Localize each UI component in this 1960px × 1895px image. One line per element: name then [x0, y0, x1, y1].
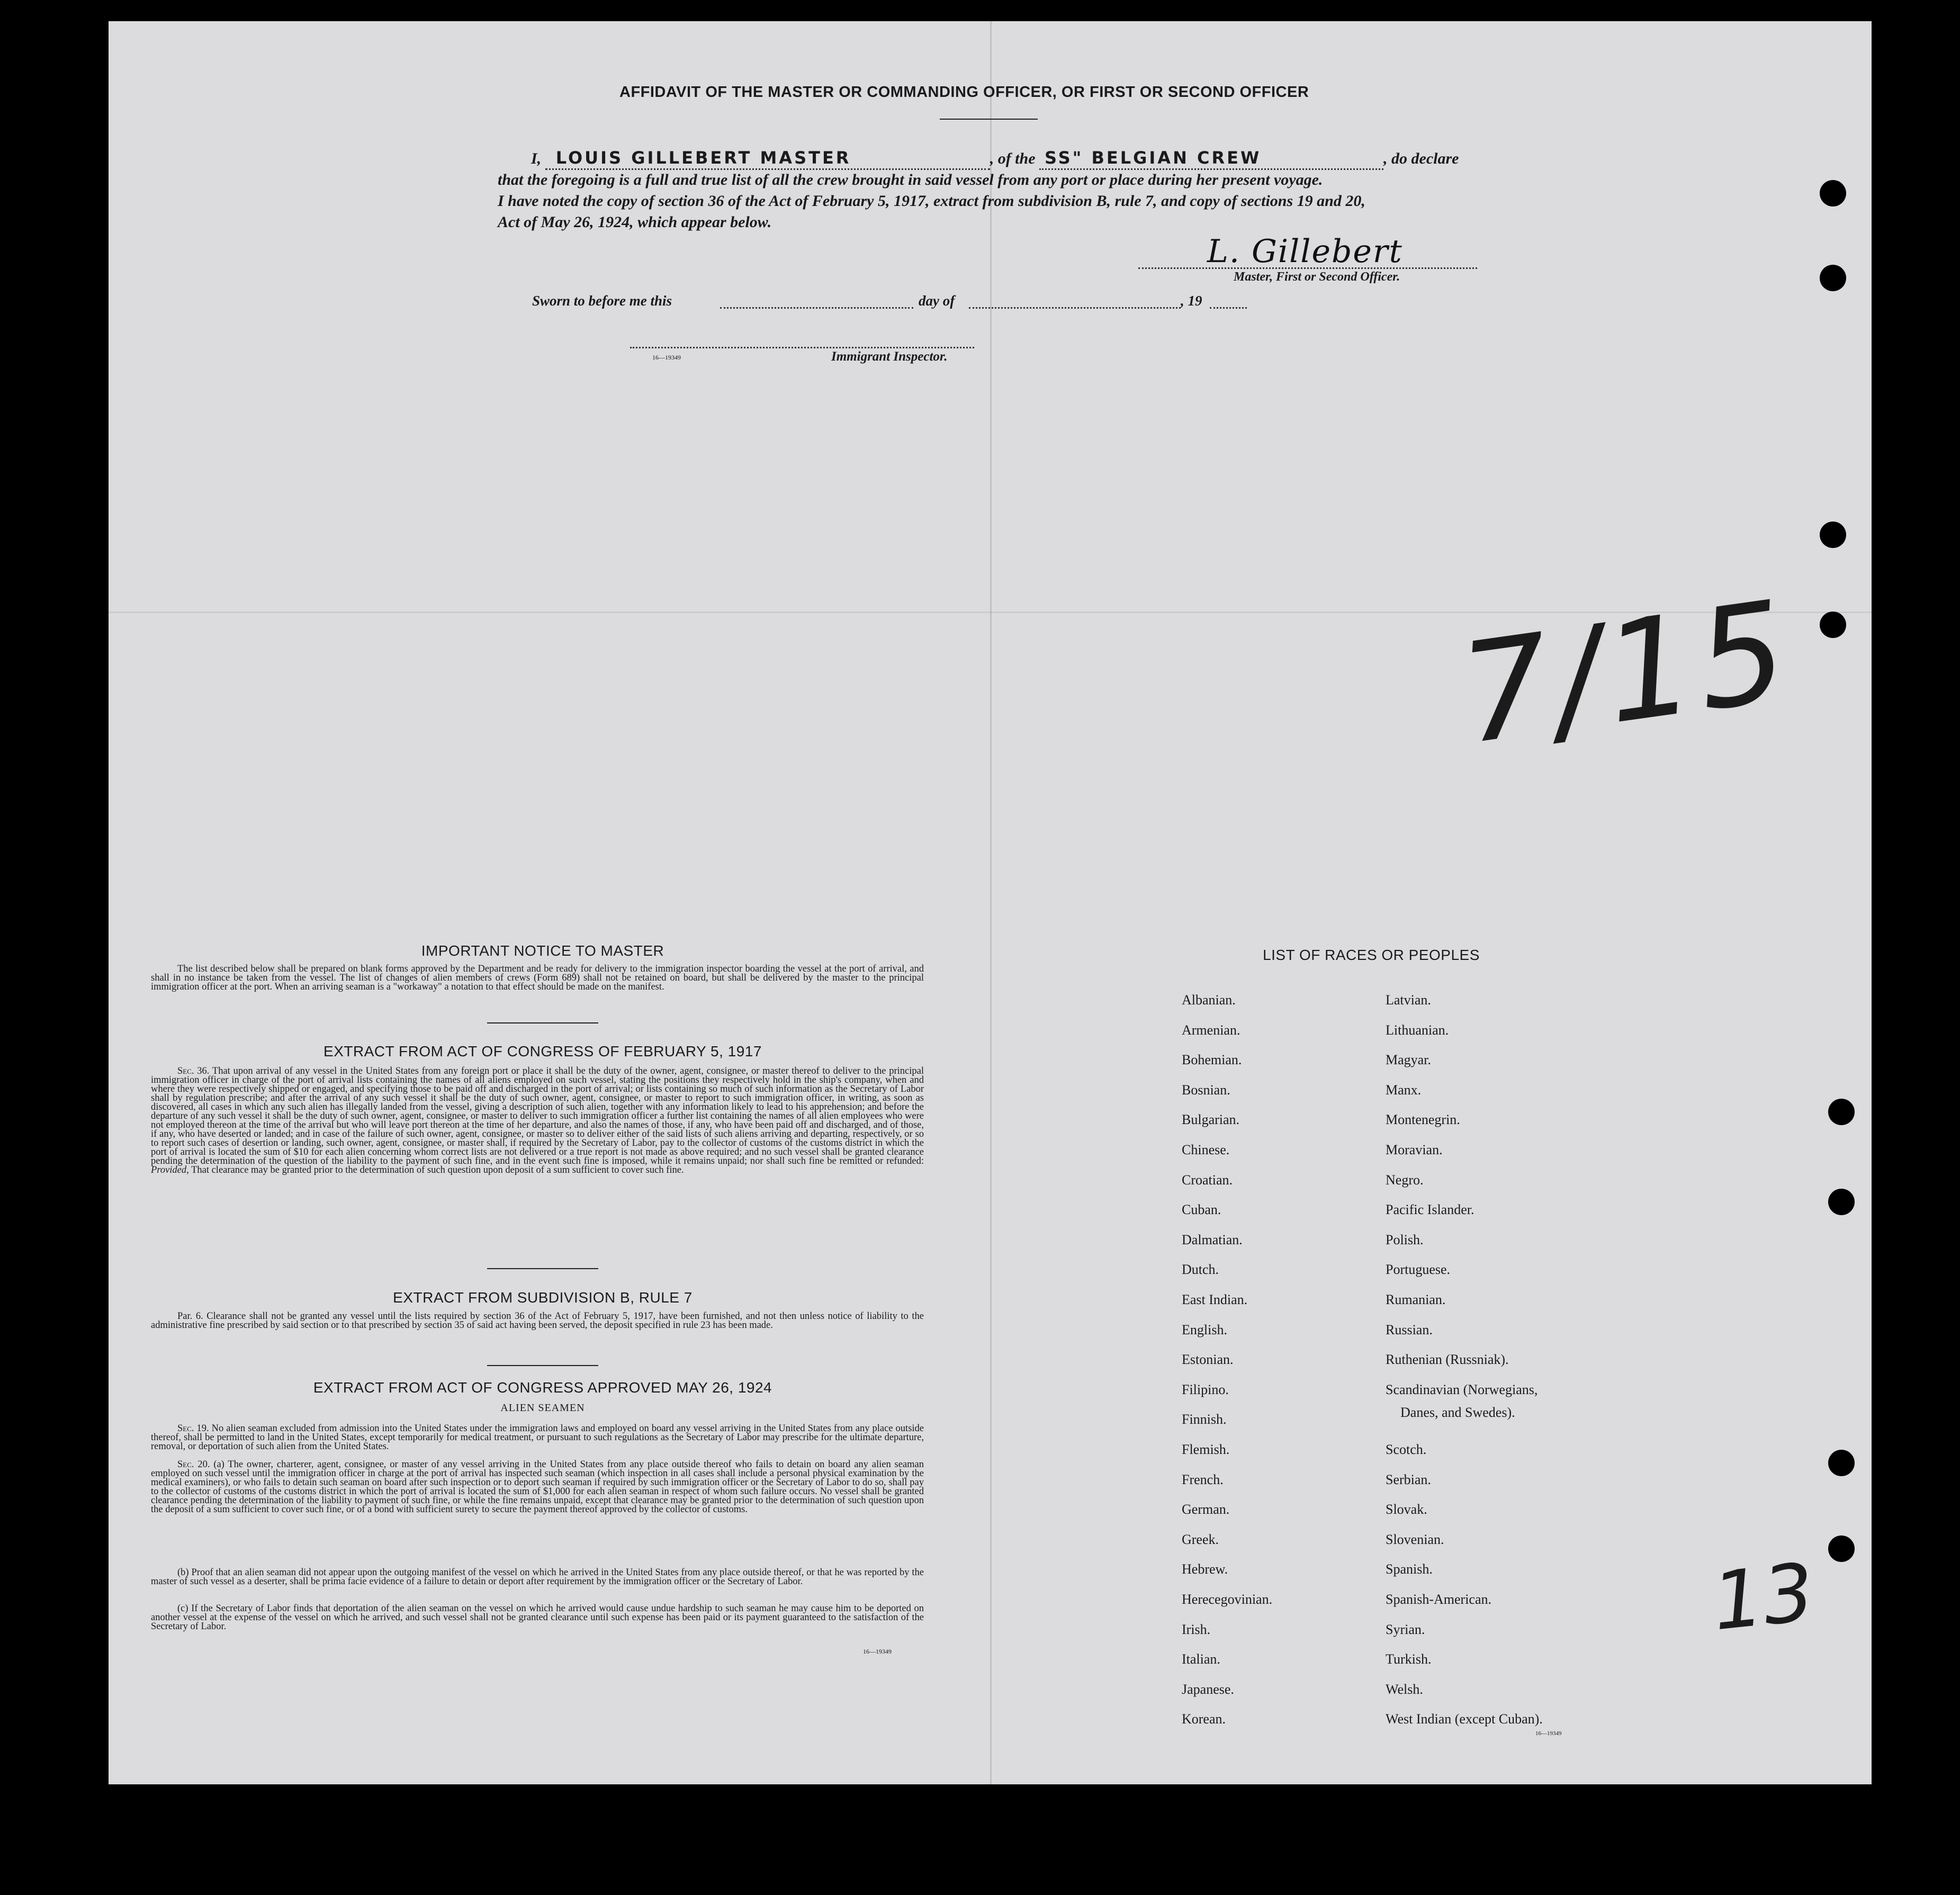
race-item: Estonian.	[1182, 1352, 1234, 1368]
handwritten-mark-small: 13	[1708, 1546, 1819, 1649]
race-item: Pacific Islander.	[1386, 1202, 1475, 1218]
race-item: Portuguese.	[1386, 1262, 1451, 1278]
race-item: Rumanian.	[1386, 1292, 1446, 1307]
divider	[487, 1268, 598, 1269]
extract-1917-title: EXTRACT FROM ACT OF CONGRESS OF FEBRUARY 5, 1917	[323, 1043, 762, 1059]
race-item: West Indian (except Cuban).	[1386, 1711, 1543, 1727]
race-item: Chinese.	[1182, 1142, 1230, 1157]
extract-1924-sec20c: (c) If the Secretary of Labor finds that deportation of the alien seaman on the vessel on which he arrived would cause undue hardship to such seaman he may cause him to be deported on another vessel at the expense of the vessel on which he arrived, and such vessel shall not be granted clearance until such expense has been paid or its payment guaranteed to the satisfaction of the Secretary of Labor.	[151, 1603, 924, 1632]
race-item: Finnish.	[1182, 1412, 1227, 1427]
race-item: Negro.	[1386, 1172, 1424, 1188]
race-item: Herecegovinian.	[1182, 1592, 1273, 1607]
race-item: Dutch.	[1182, 1262, 1219, 1278]
race-item: Spanish.	[1386, 1561, 1433, 1577]
race-item: Croatian.	[1182, 1172, 1233, 1188]
race-item: English.	[1182, 1322, 1227, 1337]
notice-body: The list described below shall be prepared on blank forms approved by the Department and be ready for delivery to the immigration inspector boarding the vessel at the port of arrival, and shall in no instance be taken from the vessel. The list of changes of alien members of crews (Form 689) shall not be retained on board, but shall be delivered by the master to the principal immigration officer at the port. When an arriving seaman is a "workaway" a notation to that effect should be made on the manifest.	[151, 964, 924, 992]
sec20a-text: (a) The owner, charterer, agent, consignee, or master of any vessel arriving in the United States from any place outside thereof who fails to detain on board any alien seaman employed on such vessel until the immigration officer in charge at the port of arrival has inspected such seaman (which inspection in all cases shall include a personal physical examination by the medical examiners), or who fails to detain such seaman on board after such inspection or to deport such seaman if required by such immigration officer or the Secretary of Labor to do so, shall pay to the collector of customs of the customs district in which the port of arrival is located the sum of $1,000 for each alien seaman in respect of whom such failure occurs. No vessel shall be granted clearance pending the determination of the liability to payment of such fine, or while the fine remains unpaid, except that clearance may be granted prior to the determination of such question upon the deposit of a sum sufficient to cover such fine, or of a bond with sufficient surety to secure the payment thereof approved by the collector of customs.	[151, 1459, 924, 1515]
race-item: Manx.	[1386, 1082, 1422, 1098]
race-item: Syrian.	[1386, 1621, 1425, 1637]
race-item: Irish.	[1182, 1621, 1211, 1637]
races-title: LIST OF RACES OR PEOPLES	[1263, 947, 1480, 963]
sworn-year-line	[1210, 307, 1247, 309]
race-item: Armenian.	[1182, 1022, 1240, 1038]
affidavit-line1	[531, 147, 1484, 170]
fold-crease-vertical	[990, 21, 992, 1784]
extract-1917-body	[151, 1067, 924, 1175]
extract-1924-sec19	[151, 1424, 924, 1451]
extract-1924-title: EXTRACT FROM ACT OF CONGRESS APPROVED MAY 26, 1924	[313, 1379, 772, 1396]
punch-hole	[1828, 1535, 1855, 1562]
race-item: French.	[1182, 1471, 1224, 1487]
year-prefix: , 19	[1181, 293, 1202, 309]
affidavit-line3: I have noted the copy of section 36 of the Act of February 5, 1917, extract from subdivision B, rule 7, and copy of sections 19 and 20,	[498, 192, 1365, 210]
extract-1924-sec20b: (b) Proof that an alien seaman did not appear upon the outgoing manifest of the vessel on which he arrived in the United States from any place outside thereof, or that he was reported by the master of such vessel as a deserter, shall be prima facie evidence of a failure to detain or deport after requirement by the immigration officer or the Secretary of Labor.	[151, 1567, 924, 1587]
sec20-label: Sec. 20.	[177, 1459, 210, 1470]
punch-hole	[1828, 1189, 1855, 1215]
punch-hole	[1820, 180, 1846, 206]
divider	[940, 119, 1038, 120]
extract-1924-subtitle: ALIEN SEAMEN	[500, 1402, 585, 1414]
race-item: Magyar.	[1386, 1052, 1431, 1068]
sec36-text: That upon arrival of any vessel in the United States from any foreign port or place it shall be the duty of the owner, agent, consignee, or master thereof to deliver to the principal immigration officer in charge of the port of arrival lists containing the names of all aliens employed on such vessel, stating the positions they respectively hold in the ship's company, when and where they were respectively shipped or engaged, and specifying those to be paid off and discharged in the port of arrival; or lists containing so much of such information as the Secretary of Labor shall by regulation prescribe; and after the arrival of any such vessel it shall be the duty of such owner, agent, consignee, or master to report to such immigration officer, in writing, as soon as discovered, all cases in which any such alien has illegally landed from the vessel, giving a description of such alien, together with any information likely to lead to his apprehension; and before the departure of any such vessel it shall be the duty of such owner, agent, consignee, or master to deliver to such immigration officer a further list containing the names of all alien employees who were not employed thereon at the time of the arrival but who will leave port thereon at the time of her departure, and also the names of those, if any, who have been paid off and discharged, and of those, if any, who have deserted or landed; and in case of the failure of such owner, agent, consignee, or master so to deliver either of the said lists of such aliens arriving and departing, respectively, or so to report such cases of desertion or landing, such owner, agent, consignee, or master shall, if required by the Secretary of Labor, pay to the collector of customs of the customs district in which the port of arrival is located the sum of $10 for each alien concerning whom correct lists are not delivered or a true report is not made as above required; and no such vessel shall be granted clearance pending the determination of the question of the liability to the payment of such fine, and in the event such fine is imposed, while it remains unpaid; nor shall such fine be remitted or refunded:	[151, 1066, 924, 1166]
signature-caption: Master, First or Second Officer.	[1234, 270, 1400, 284]
race-item: Turkish.	[1386, 1651, 1432, 1667]
extract-1924-sec20a	[151, 1460, 924, 1514]
inspector-caption: Immigrant Inspector.	[831, 349, 948, 364]
divider	[487, 1022, 598, 1023]
sec36-label: Sec. 36.	[177, 1066, 210, 1076]
race-item: Lithuanian.	[1386, 1022, 1449, 1038]
race-item: Korean.	[1182, 1711, 1226, 1727]
vessel-name: SS" BELGIAN CREW	[1039, 147, 1383, 170]
race-item: Slovenian.	[1386, 1531, 1444, 1547]
race-item: Japanese.	[1182, 1681, 1234, 1697]
race-item: Montenegrin.	[1386, 1112, 1460, 1128]
do-declare: , do declare	[1383, 150, 1459, 167]
sec19-label: Sec. 19.	[177, 1423, 209, 1434]
inspector-signature-line	[630, 347, 974, 348]
race-item: Dalmatian.	[1182, 1232, 1243, 1247]
day-of-text: day of	[919, 293, 955, 309]
race-item: East Indian.	[1182, 1292, 1248, 1307]
race-item: Bohemian.	[1182, 1052, 1242, 1068]
race-item: Cuban.	[1182, 1202, 1221, 1218]
race-item: Filipino.	[1182, 1381, 1229, 1397]
sworn-month-line	[969, 307, 1181, 309]
punch-hole	[1828, 1450, 1855, 1476]
affidavit-line2: that the foregoing is a full and true list of all the crew brought in said vessel from any port or place during her present voyage.	[498, 171, 1323, 188]
race-item: Bulgarian.	[1182, 1112, 1240, 1128]
sec36-tail: That clearance may be granted prior to the determination of such question upon deposit of a sum sufficient to cover such fine.	[191, 1165, 684, 1175]
punch-hole	[1820, 265, 1846, 291]
race-item: Flemish.	[1182, 1442, 1230, 1457]
race-item: Albanian.	[1182, 992, 1236, 1008]
affidavit-line4: Act of May 26, 1924, which appear below.	[498, 213, 772, 231]
race-item: Serbian.	[1386, 1471, 1431, 1487]
race-item: Welsh.	[1386, 1681, 1423, 1697]
sworn-day-line	[720, 307, 913, 309]
sworn-text: Sworn to before me this	[532, 293, 672, 309]
race-item: Latvian.	[1386, 992, 1431, 1008]
race-item: Scotch.	[1386, 1442, 1427, 1457]
race-item: Italian.	[1182, 1651, 1220, 1667]
punch-hole	[1820, 522, 1846, 548]
race-item: Slovak.	[1386, 1502, 1427, 1517]
race-item: Greek.	[1182, 1531, 1219, 1547]
of-the: , of the	[990, 150, 1036, 167]
affidavit-title: AFFIDAVIT OF THE MASTER OR COMMANDING OFFICER, OR FIRST OR SECOND OFFICER	[619, 84, 1309, 101]
race-item: Danes, and Swedes).	[1400, 1405, 1515, 1420]
signature: L. Gillebert	[1207, 233, 1403, 270]
race-item: Hebrew.	[1182, 1561, 1228, 1577]
affidavit-form-number: 16—19349	[652, 354, 681, 361]
race-item: Russian.	[1386, 1322, 1433, 1337]
races-form-number: 16—19349	[1535, 1730, 1562, 1737]
sec19-text: No alien seaman excluded from admission into the United States under the immigration laws and employed on board any vessel arriving in the United States from any place outside thereof, shall be permitted to land in the United States, except temporarily for medical treatment, or pursuant to such regulations as the Secretary of Labor may prescribe for the ultimate departure, removal, or deportation of such alien from the United States.	[151, 1423, 924, 1452]
divider	[487, 1365, 598, 1366]
line1-prefix: I,	[531, 150, 542, 167]
handwritten-mark-large: 7/15	[1452, 571, 1801, 775]
punch-hole	[1820, 612, 1846, 638]
race-item: Polish.	[1386, 1232, 1424, 1247]
master-name: LOUIS GILLEBERT MASTER	[545, 147, 990, 170]
punch-hole	[1828, 1099, 1855, 1125]
notice-title: IMPORTANT NOTICE TO MASTER	[421, 942, 664, 959]
race-item: Ruthenian (Russniak).	[1386, 1352, 1509, 1368]
race-item: German.	[1182, 1502, 1230, 1517]
subdivision-b-title: EXTRACT FROM SUBDIVISION B, RULE 7	[393, 1289, 693, 1306]
race-item: Bosnian.	[1182, 1082, 1230, 1098]
extract-form-number: 16—19349	[863, 1648, 892, 1655]
race-item: Moravian.	[1386, 1142, 1443, 1157]
race-item: Spanish-American.	[1386, 1592, 1492, 1607]
sec36-provided: Provided,	[151, 1165, 189, 1175]
subdivision-b-body: Par. 6. Clearance shall not be granted any vessel until the lists required by section 36 of the Act of February 5, 1917, have been furnished, and not then unless notice of liability to the administrative fine prescribed by said section or to that prescribed by section 35 of said act having been served, the deposit specified in rule 23 has been made.	[151, 1311, 924, 1331]
race-item: Scandinavian (Norwegians,	[1386, 1381, 1538, 1397]
